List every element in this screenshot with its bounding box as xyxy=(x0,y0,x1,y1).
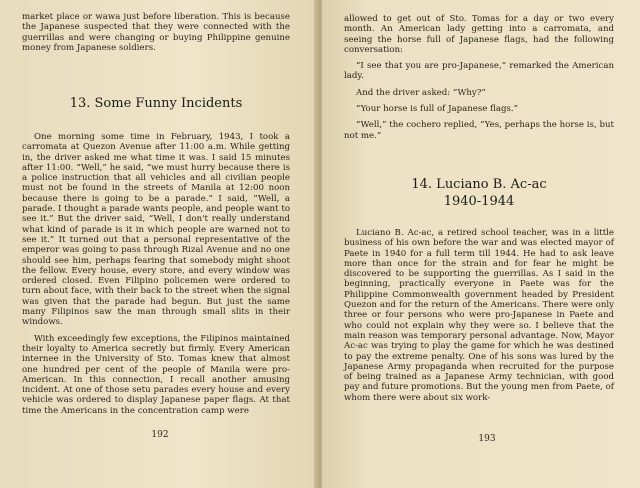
dialogue-line: And the driver asked: “Why?” xyxy=(356,87,486,98)
right-section-years: 1940-1944 xyxy=(443,194,515,209)
right-page xyxy=(322,0,640,488)
right-top-paragraph: allowed to get out of Sto. Tomas for a day or two every month. An American lady getting into a carromata, and seeing the horse full of Japanese flags, had the following conversation: xyxy=(344,14,614,55)
left-section-heading: 13. Some Funny Incidents xyxy=(69,96,243,111)
left-paragraph-1: One morning some time in February, 1943, I took a carromata at Quezon Avenue after 11:00 a.m. While getting in, the driver asked me what time it was. I said 15 minutes after 11:00. “Well,” he said, “we must hurry because there is a police instruction that all vehicles and all civilian people must not be found in the streets of Manila at 12:00 noon because there is going to be a parade.” I said, “Well, a parade. I thought a parade wants people, and people want to see it.” But the driver said, “Well, I don't really understand what kind of parade is it in which people are warned not to see it.” It turned out that a personal representative of the emperor was going to pass through Rizal Avenue and no one should see him, perhaps fearing that somebody might shoot the fellow. Every house, every store, and every window was ordered closed. Even Filipino policemen were ordered to turn about face, with their back to the street when the signal was given that the parade had begun. But just the same many Filipinos saw the man through small slits in their windows. xyxy=(22,132,290,328)
dialogue-line: “Well,” the cochero replied, “Yes, perhaps the horse is, but not me.” xyxy=(344,120,614,141)
left-page xyxy=(0,0,318,488)
dialogue-line: “I see that you are pro-Japanese,” remarked the American lady. xyxy=(344,61,614,82)
dialogue-line: “Your horse is full of Japanese flags.” xyxy=(356,104,519,115)
right-section-heading: 14. Luciano B. Ac-ac xyxy=(411,177,547,192)
left-page-number: 192 xyxy=(151,430,169,440)
left-top-paragraph: market place or wawa just before liberation. This is because the Japanese suspected that they were connected with the guerrillas and were changing or buying Philippine genuine money from Japanese soldiers. xyxy=(22,12,290,53)
left-paragraph-2: With exceedingly few exceptions, the Filipinos maintained their loyalty to America secretly but firmly. Every American internee in the University of Sto. Tomas knew that almost one hundred per cent of the people of Manila were pro-American. In this connection, I recall another amusing incident. At one of those setu parades every house and every vehicle was ordered to display Japanese paper flags. At that time the Americans in the concentration camp were xyxy=(22,333,290,416)
right-page-number: 193 xyxy=(478,434,496,444)
right-paragraph: Luciano B. Ac-ac, a retired school teacher, was in a little business of his own before the war and was elected mayor of Paete in 1940 for a full term till 1944. He had to ask leave more than once for the strain and for fear he might be discovered to be supporting the guerrillas. As I said in the beginning, practically everyone in Paete was for the Philippine Commonwealth government headed by President Quezon and for the return of the Americans. There were only three or four persons who were pro-Japanese in Paete and who could not explain why they were so. I believe that the main reason was temporary personal advantage. Now, Mayor Ac-ac was trying to play the game for which he was destined to pay the extreme penalty. One of his sons was lured by the Japanese Army propaganda when recruited for the purpose of being trained as a Japanese Army technician, with good pay and future promotions. But the young men from Paete, of whom there were about six work- xyxy=(344,228,614,403)
